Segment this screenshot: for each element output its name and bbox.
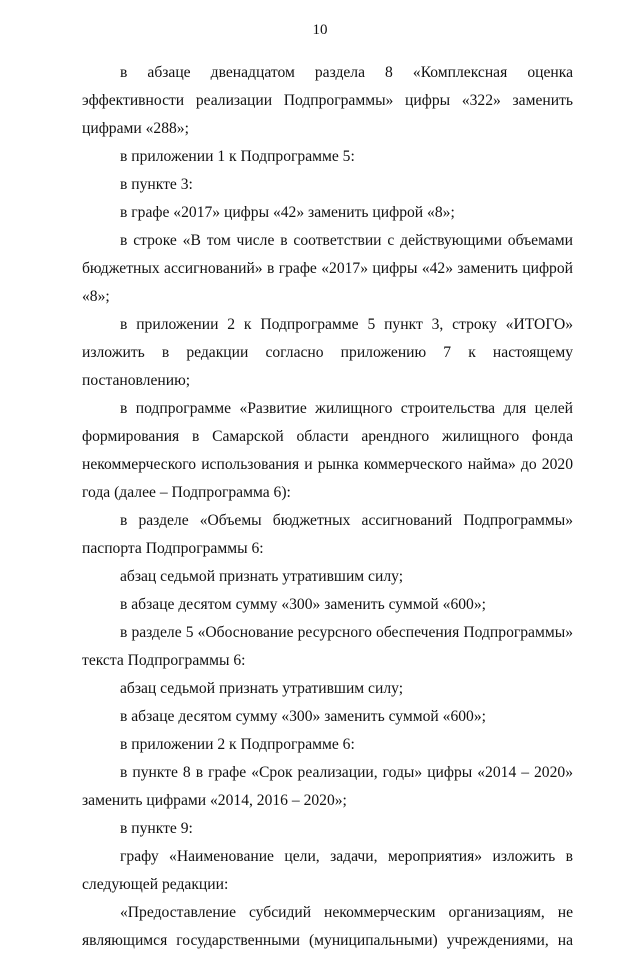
paragraph-18: «Предоставление субсидий некоммерческим организациям, не являющимся государственными (муниципальными) учреждениями, на [82,904,573,949]
paragraph-16: в пункте 9: [120,820,193,837]
paragraph-14: в приложении 2 к Подпрограмме 6: [120,736,355,753]
paragraph-13: в абзаце десятом сумму «300» заменить суммой «600»; [120,708,486,725]
page-number: 10 [312,22,328,38]
paragraph-9: абзац седьмой признать утратившим силу; [120,568,404,585]
paragraph-1: в абзаце двенадцатом раздела 8 «Комплексная оценка эффективности реализации Подпрограммы» цифры «322» заменить цифрами «288»; [82,64,573,137]
paragraph-11: в разделе 5 «Обоснование ресурсного обеспечения Подпрограммы» текста Подпрограммы 6: [82,624,573,669]
paragraph-15: в пункте 8 в графе «Срок реализации, годы» цифры «2014 – 2020» заменить цифрами «2014, 2016 – 2020»; [82,764,573,809]
paragraph-3: в пункте 3: [120,176,193,193]
paragraph-8: в разделе «Объемы бюджетных ассигнований Подпрограммы» паспорта Подпрограммы 6: [82,512,573,557]
paragraph-7: в подпрограмме «Развитие жилищного строительства для целей формирования в Самарской области арендного жилищного фонда некоммерческого использования и рынка коммерческого найма» до 2020 года (далее – Подпрограмма 6): [82,400,573,501]
paragraph-6: в приложении 2 к Подпрограмме 5 пункт 3, строку «ИТОГО» изложить в редакции согласно приложению 7 к настоящему постановлению; [82,316,573,389]
paragraph-2: в приложении 1 к Подпрограмме 5: [120,148,355,165]
paragraph-5: в строке «В том числе в соответствии с действующими объемами бюджетных ассигнований» в графе «2017» цифры «42» заменить цифрой «8»; [82,232,573,305]
paragraph-12: абзац седьмой признать утратившим силу; [120,680,404,697]
paragraph-10: в абзаце десятом сумму «300» заменить суммой «600»; [120,596,486,613]
paragraph-4: в графе «2017» цифры «42» заменить цифрой «8»; [120,204,455,221]
paragraph-17: графу «Наименование цели, задачи, мероприятия» изложить в следующей редакции: [82,848,573,893]
document-body [82,59,573,955]
